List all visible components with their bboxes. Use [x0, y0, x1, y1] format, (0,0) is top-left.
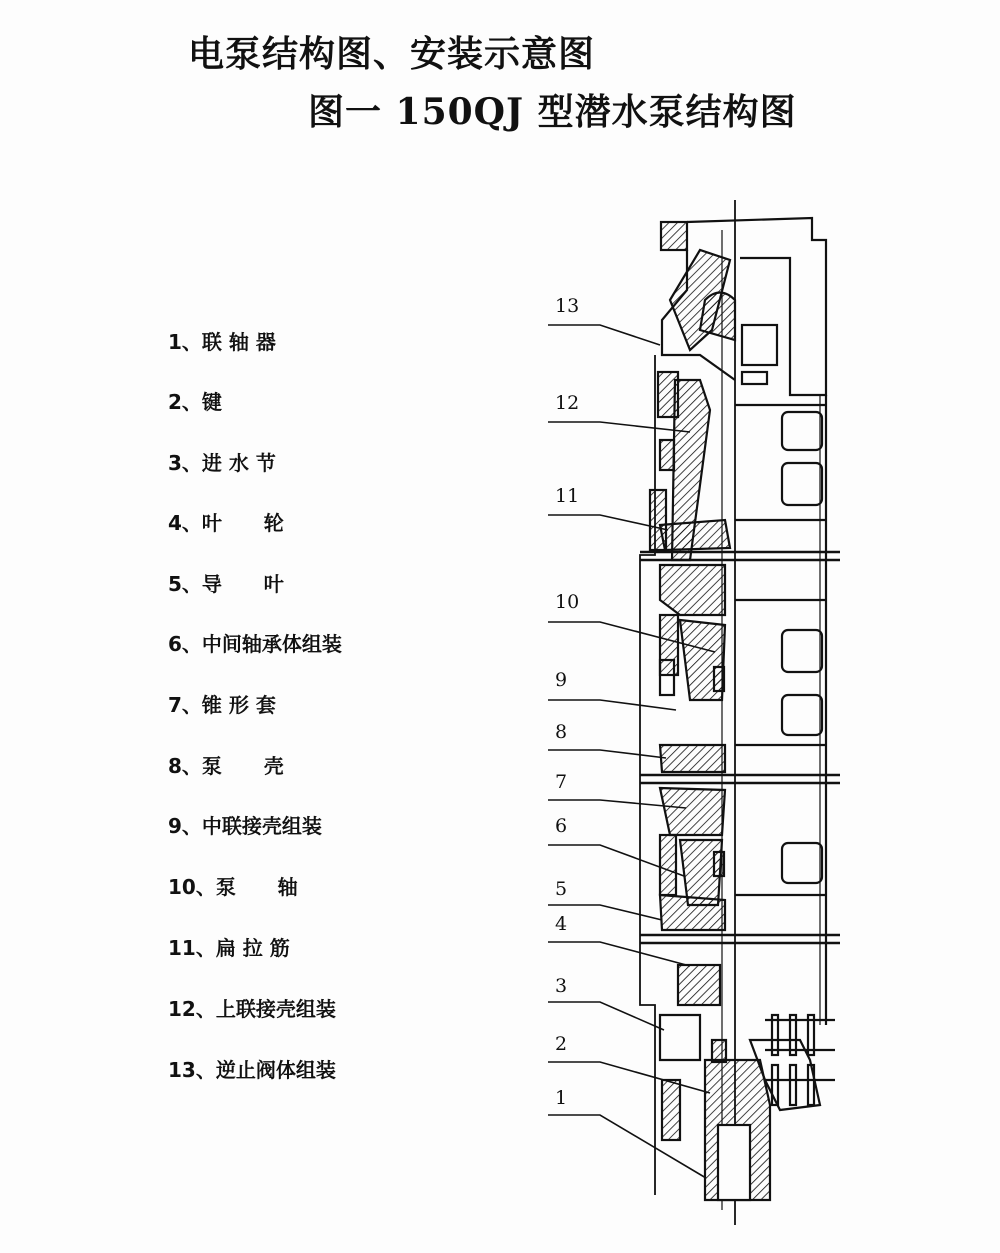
- legend-item-3: 3、进 水 节: [168, 451, 276, 475]
- page-title: 电泵结构图、安装示意图: [188, 34, 596, 75]
- callout-5: 5: [555, 878, 568, 900]
- callout-7: 7: [555, 771, 568, 793]
- callout-4: 4: [555, 913, 568, 935]
- legend-item-13: 13、逆止阀体组装: [168, 1058, 336, 1082]
- legend-item-9: 9、中联接壳组装: [168, 814, 322, 838]
- callout-2: 2: [555, 1033, 568, 1055]
- legend-item-1: 1、联 轴 器: [168, 330, 276, 354]
- callout-1: 1: [555, 1087, 568, 1109]
- callout-10: 10: [555, 591, 580, 613]
- legend-item-5: 5、导 叶: [168, 572, 284, 596]
- legend-item-8: 8、泵 壳: [168, 754, 284, 778]
- legend-item-11: 11、扁 拉 筋: [168, 936, 290, 960]
- legend-item-10: 10、泵 轴: [168, 875, 298, 899]
- callout-6: 6: [555, 815, 568, 837]
- callout-13: 13: [555, 295, 580, 317]
- figure-caption: 图一 150QJ 型潜水泵结构图: [308, 91, 797, 133]
- callout-3: 3: [555, 975, 568, 997]
- legend-item-6: 6、中间轴承体组装: [168, 632, 342, 656]
- callout-numbers: [555, 295, 579, 1109]
- legend-item-4: 4、叶 轮: [168, 511, 284, 535]
- legend-item-7: 7、锥 形 套: [168, 693, 276, 717]
- callout-12: 12: [555, 392, 580, 414]
- legend-item-2: 2、键: [168, 390, 222, 414]
- legend-item-12: 12、上联接壳组装: [168, 997, 336, 1021]
- callout-9: 9: [555, 669, 568, 691]
- callout-11: 11: [555, 485, 580, 507]
- callout-8: 8: [555, 721, 568, 743]
- pump-body: [640, 200, 840, 1225]
